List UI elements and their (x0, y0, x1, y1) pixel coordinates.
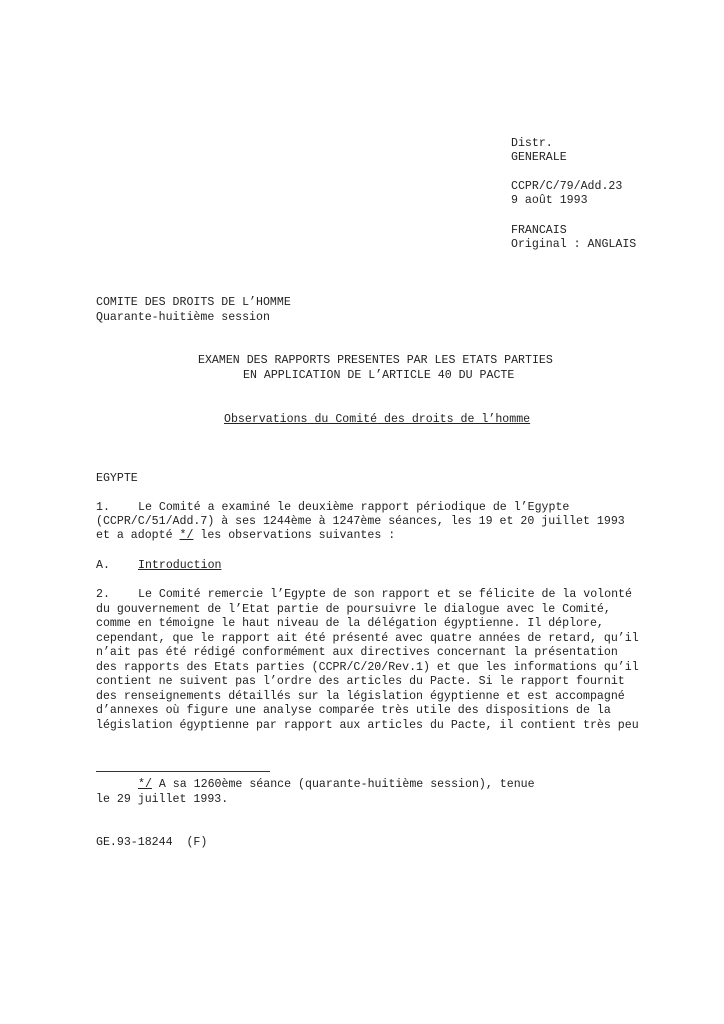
document-symbol: CCPR/C/79/Add.23 (511, 180, 623, 193)
title-line-2: EN APPLICATION DE L’ARTICLE 40 DU PACTE (243, 369, 515, 382)
footnote-separator (96, 771, 270, 772)
original-language: Original : ANGLAIS (511, 238, 637, 251)
footnote-reference: */ (179, 529, 194, 542)
para2-line: cependant, que le rapport ait été présenté avec quatre années de retard, qu’il (96, 632, 639, 645)
para2-line: des renseignements détaillés sur la législation égyptienne et est accompagné (96, 690, 625, 703)
footnote-line-1 (138, 777, 535, 792)
para1-line-3-start: et a adopté (96, 529, 180, 542)
para1-line-2: (CCPR/C/51/Add.7) à ses 1244ème à 1247ème séances, les 19 et 20 juillet 1993 (96, 515, 625, 528)
para2-line: législation égyptienne par rapport aux articles du Pacte, il contient très peu (96, 719, 639, 732)
para2-line: Le Comité remercie l’Egypte de son rapport et se félicite de la volonté (138, 588, 632, 601)
title-line-1: EXAMEN DES RAPPORTS PRESENTES PAR LES ETATS PARTIES (198, 354, 553, 367)
section-heading: Introduction (138, 559, 222, 572)
distribution-label: Distr. (511, 137, 553, 150)
para2-line: contient ne suivent pas l’ordre des articles du Pacte. Si le rapport fournit (96, 675, 625, 688)
distribution-value: GENERALE (511, 151, 567, 164)
para2-line: du gouvernement de l’Etat partie de poursuivre le dialogue avec le Comité, (96, 603, 611, 616)
para2-line: comme en témoigne le haut niveau de la délégation égyptienne. Il déplore, (96, 617, 604, 630)
para1-line-1: Le Comité a examiné le deuxième rapport périodique de l’Egypte (138, 501, 570, 514)
para2-line: des rapports des Etats parties (CCPR/C/20/Rev.1) et que les informations qu’il (96, 661, 639, 674)
job-number: GE.93-18244 (F) (96, 836, 208, 849)
para2-line: n’ait pas été rédigé conformément aux directives concernant la présentation (96, 646, 618, 659)
footnote-line-2: le 29 juillet 1993. (96, 793, 229, 806)
para2-number: 2. (96, 588, 110, 601)
document-date: 9 août 1993 (511, 194, 588, 207)
para1-line-3-end: les observations suivantes : (193, 529, 396, 542)
committee-name: COMITE DES DROITS DE L’HOMME (96, 296, 291, 309)
para2-line: d’annexes où figure une analyse comparée très utile des dispositions de la (96, 704, 611, 717)
footnote-text: A sa 1260ème séance (quarante-huitième session), tenue (151, 778, 535, 791)
footnote-marker: */ (138, 778, 152, 791)
document-language: FRANCAIS (511, 224, 567, 237)
subtitle: Observations du Comité des droits de l’homme (224, 413, 531, 426)
session-name: Quarante-huitième session (96, 311, 270, 324)
section-letter: A. (96, 559, 110, 572)
para1-line-3 (96, 528, 395, 543)
country-heading: EGYPTE (96, 472, 138, 485)
para1-number: 1. (96, 501, 110, 514)
